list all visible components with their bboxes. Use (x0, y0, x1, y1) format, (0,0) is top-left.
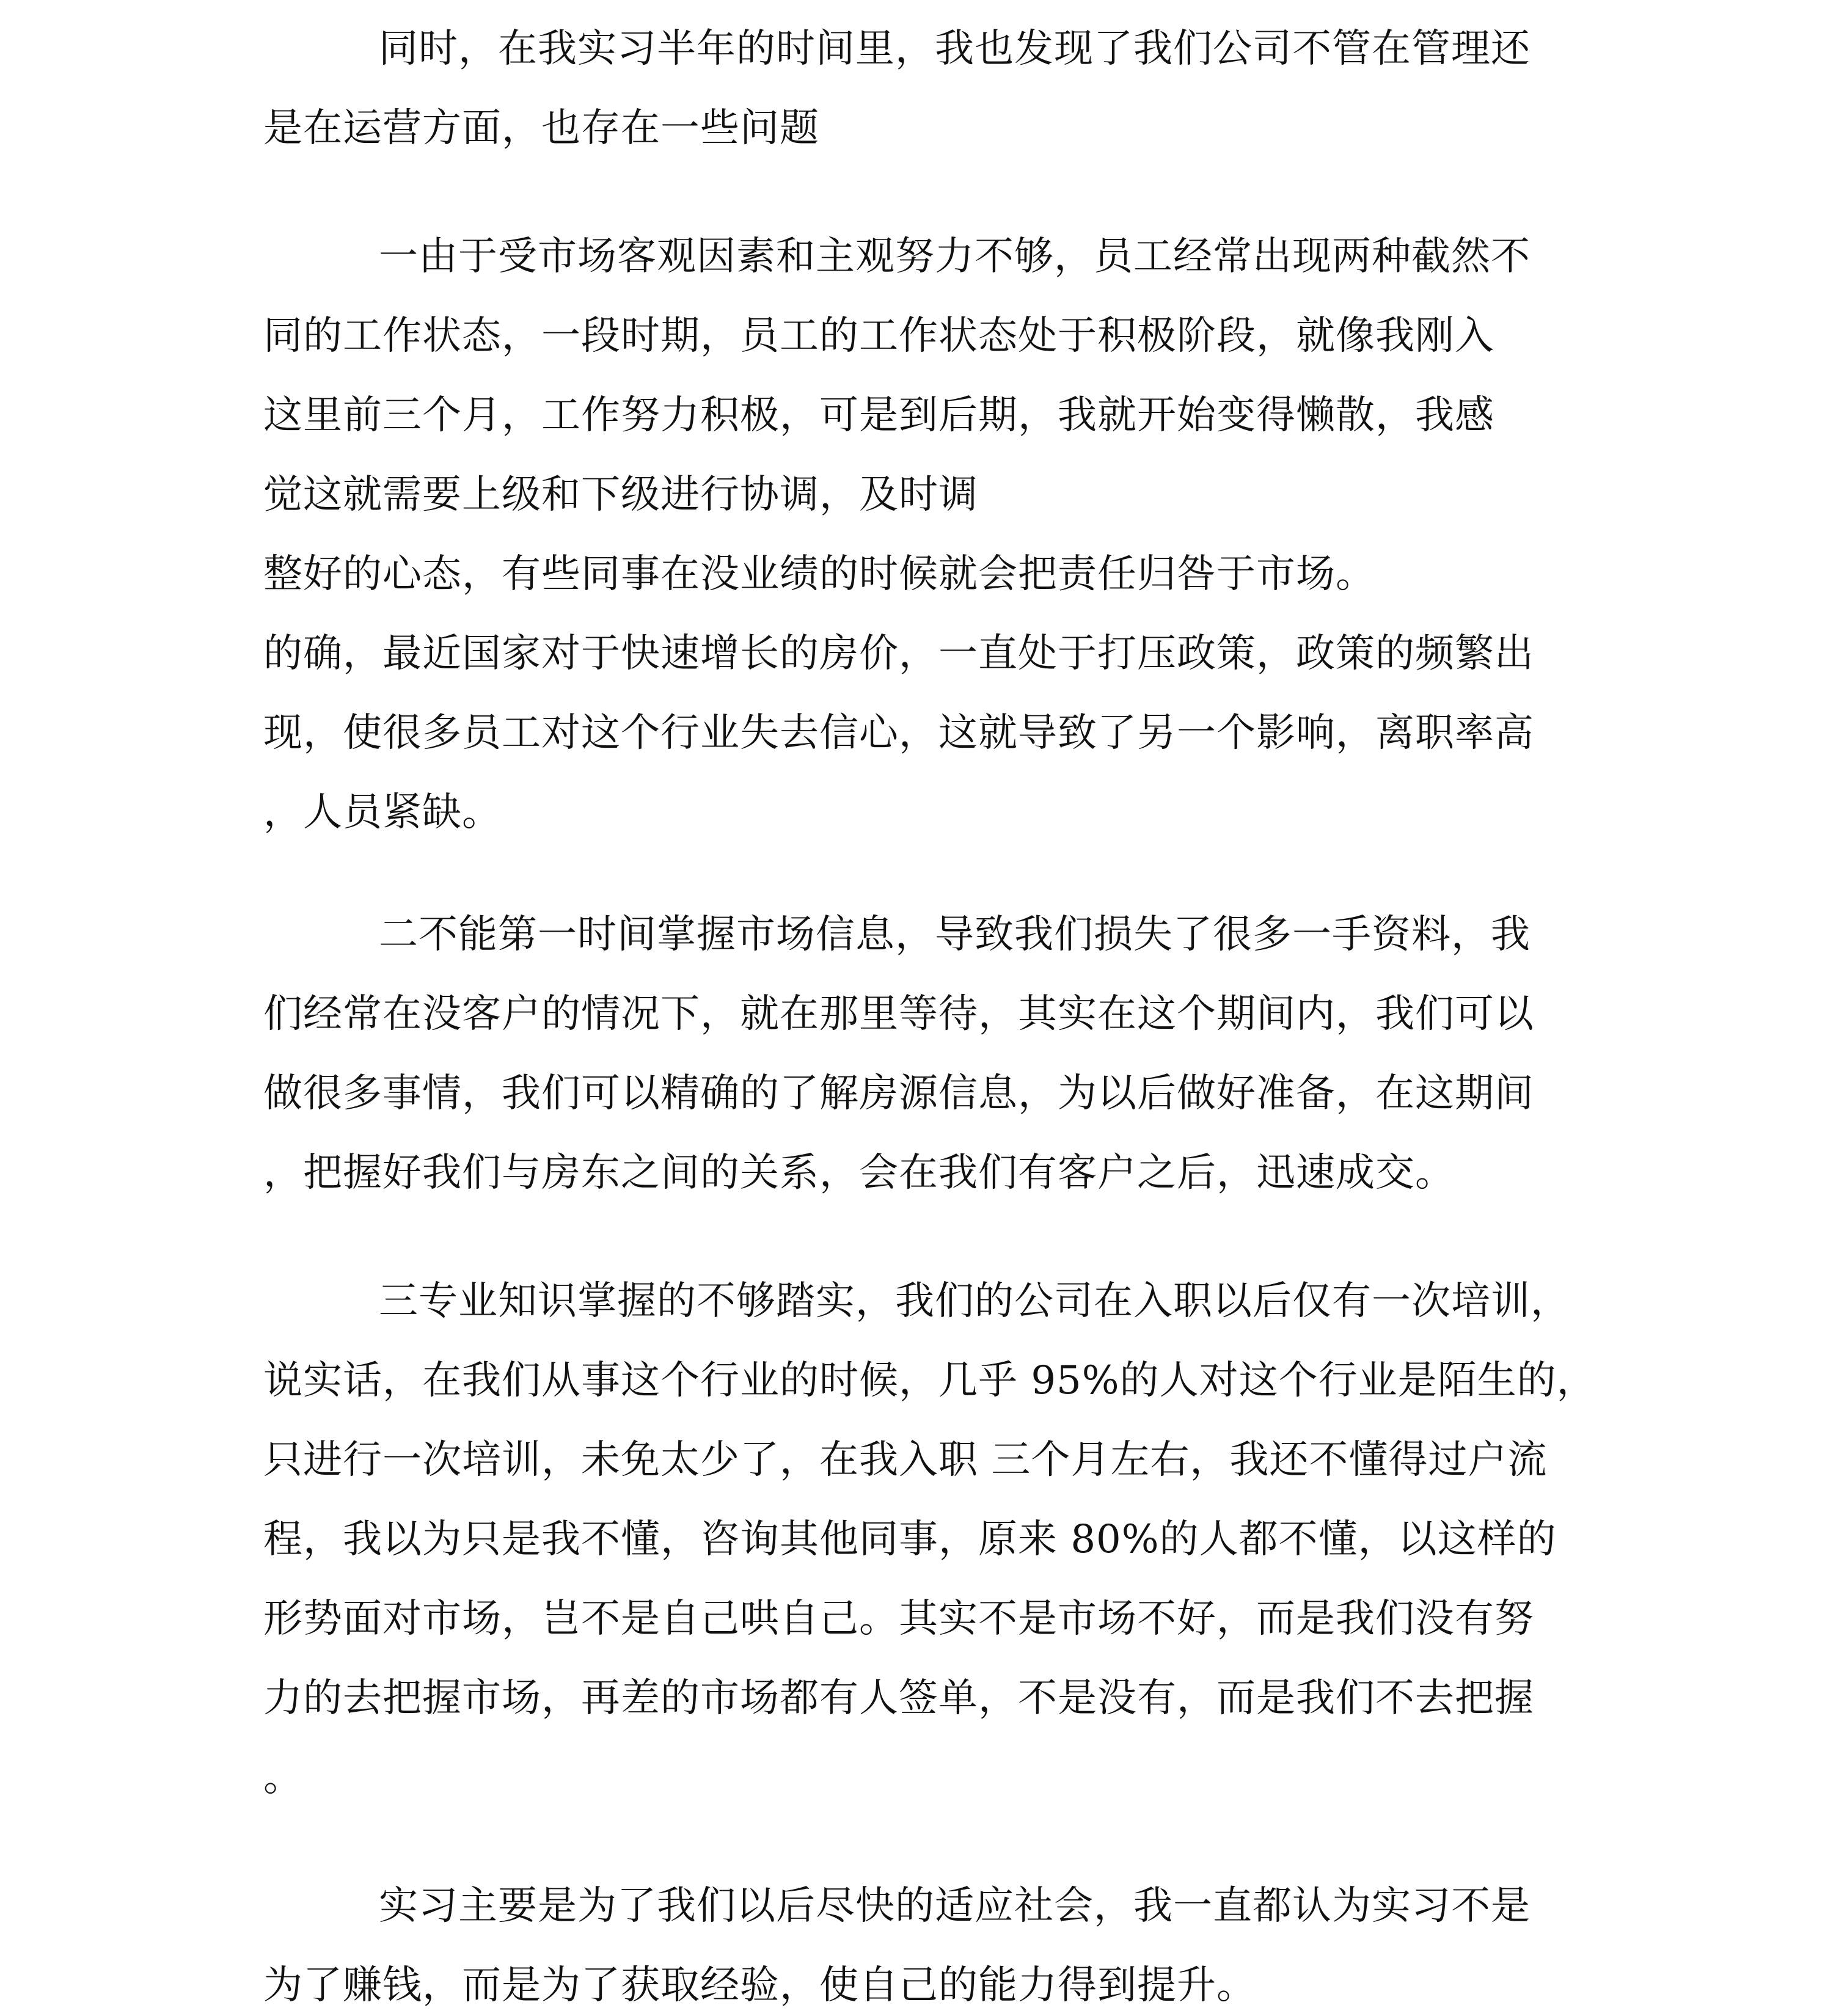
text-line: ，人员紧缺。 (263, 790, 502, 835)
text-line: 们经常在没客户的情况下，就在那里等待，其实在这个期间内，我们可以 (263, 992, 1534, 1037)
text-line: 三专业知识掌握的不够踏实，我们的公司在入职以后仅有一次培训， (379, 1279, 1570, 1324)
text-line: 。 (263, 1755, 303, 1800)
text-line: 现，使很多员工对这个行业失去信心，这就导致了另一个影响，离职率高 (263, 710, 1534, 756)
text-line: 一由于受市场客观因素和主观努力不够，员工经常出现两种截然不 (379, 234, 1531, 279)
text-line: 是在运营方面，也存在一些问题 (263, 106, 819, 151)
text-line: 做很多事情，我们可以精确的了解房源信息，为以后做好准备，在这期间 (263, 1071, 1534, 1116)
text-line: 程，我以为只是我不懂，咨询其他同事，原来 80%的人都不懂，以这样的 (263, 1517, 1557, 1562)
text-line: 的确，最近国家对于快速增长的房价，一直处于打压政策，政策的频繁出 (263, 631, 1534, 676)
text-line: 二不能第一时间掌握市场信息，导致我们损失了很多一手资料，我 (379, 912, 1531, 957)
text-line: 这里前三个月，工作努力积极，可是到后期，我就开始变得懒散，我感 (263, 393, 1494, 438)
text-line: ，把握好我们与房东之间的关系，会在我们有客户之后，迅速成交。 (263, 1150, 1455, 1196)
text-line: 力的去把握市场，再差的市场都有人签单，不是没有，而是我们不去把握 (263, 1676, 1534, 1721)
text-line: 形势面对市场，岂不是自己哄自己。其实不是市场不好，而是我们没有努 (263, 1596, 1534, 1642)
text-line: 实习主要是为了我们以后尽快的适应社会，我一直都认为实习不是 (379, 1883, 1531, 1929)
text-line: 整好的心态，有些同事在没业绩的时候就会把责任归咎于市场。 (263, 552, 1375, 597)
text-line: 说实话，在我们从事这个行业的时候，几乎 95%的人对这个行业是陌生的， (263, 1358, 1596, 1403)
text-line: 只进行一次培训，未免太少了，在我入职 三个月左右，我还不懂得过户流 (263, 1437, 1548, 1483)
text-line: 为了赚钱，而是为了获取经验，使自己的能力得到提升。 (263, 1963, 1256, 2008)
text-line: 同的工作状态，一段时期，员工的工作状态处于积极阶段，就像我刚入 (263, 313, 1494, 359)
text-line: 觉这就需要上级和下级进行协调，及时调 (263, 472, 978, 517)
text-line: 同时，在我实习半年的时间里，我也发现了我们公司不管在管理还 (379, 26, 1531, 71)
